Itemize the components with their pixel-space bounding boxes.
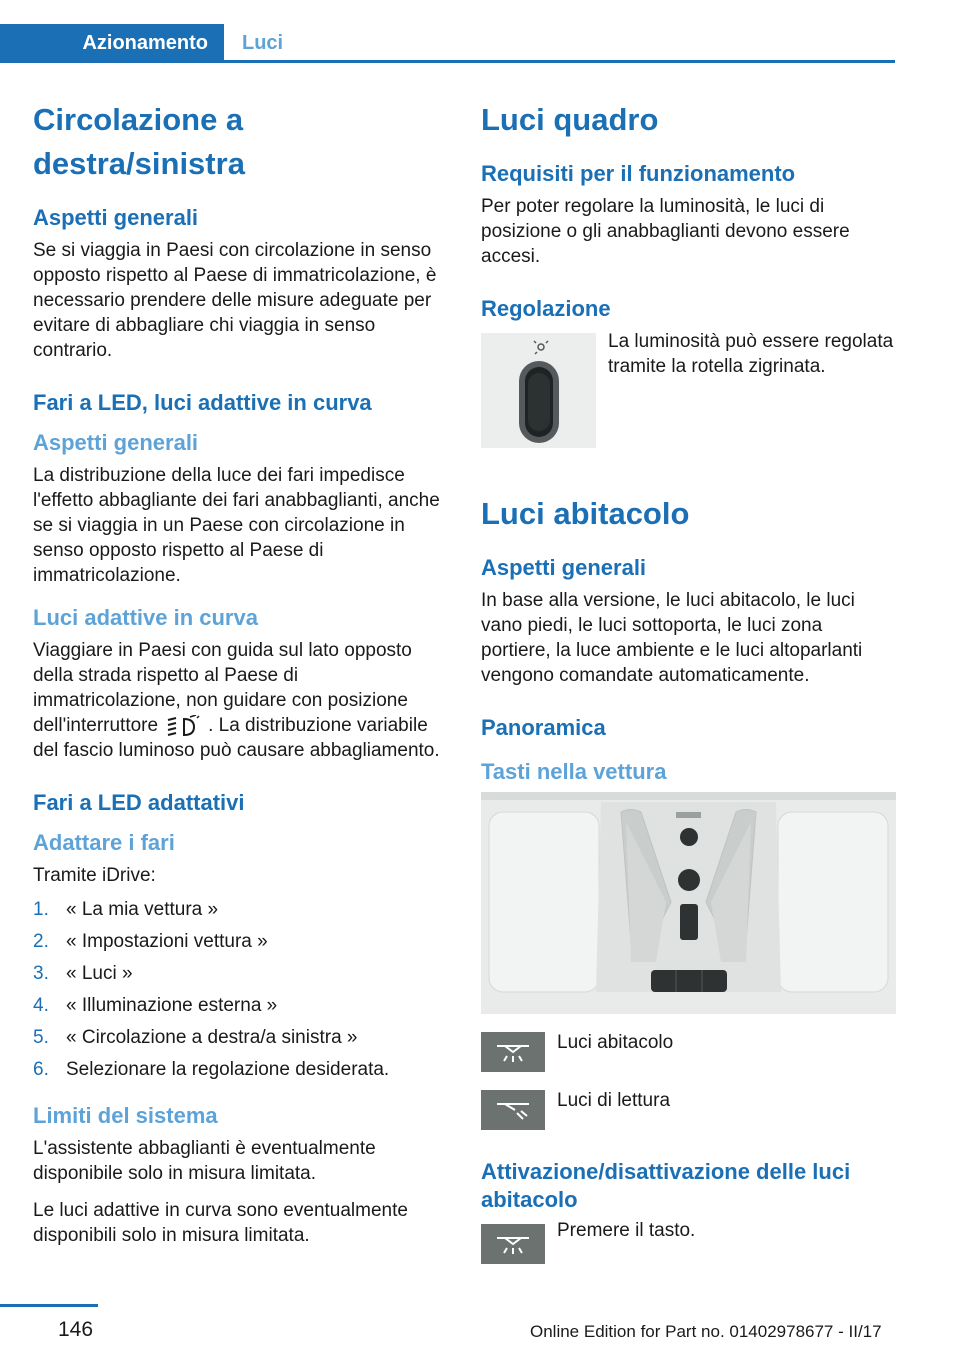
button-row-luci-abitacolo: [481, 1032, 896, 1072]
paragraph: La luminosità può essere regolata tramite la rotella zigrinata.: [608, 331, 894, 377]
thumbwheel-image: [481, 333, 596, 448]
roof-console-image: [481, 792, 896, 1014]
thumbwheel-icon: [481, 333, 596, 448]
headlight-switch-icon: [164, 715, 202, 737]
heading-aspetti-generali: Aspetti generali: [481, 555, 647, 580]
list-item: [33, 926, 448, 958]
page-number: 146: [58, 1318, 94, 1341]
heading-requisiti: Requisiti per il funzionamento: [481, 161, 796, 186]
step-number: 6.: [33, 1059, 49, 1080]
heading-panoramica: Panoramica: [481, 715, 606, 740]
step-text: « Impostazioni vettura »: [66, 931, 268, 952]
step-number: 1.: [33, 899, 49, 920]
list-item: [33, 990, 448, 1022]
list-item: [33, 1022, 448, 1054]
step-number: 2.: [33, 931, 49, 952]
paragraph-with-icon: [33, 638, 448, 763]
regolazione-row: [481, 333, 896, 448]
reading-light-button[interactable]: [481, 1090, 545, 1130]
section-title-luci-quadro: Luci quadro: [481, 102, 659, 137]
step-number: 5.: [33, 1027, 49, 1048]
list-item: [33, 958, 448, 990]
subheading-luci-adattive: Luci adattive in curva: [33, 605, 258, 630]
section-title-luci-abitacolo: Luci abitacolo: [481, 496, 690, 531]
subheading-tasti-vettura: Tasti nella vettura: [481, 759, 667, 784]
paragraph: In base alla versione, le luci abitacolo, le luci vano piedi, le luci sottoporta, le luci zona portiere, la luce ambiente e le luci altoparlanti vengono comandate automaticamente.: [481, 590, 863, 686]
header-divider: [0, 60, 895, 63]
tab-azionamento[interactable]: Azionamento: [0, 24, 224, 60]
paragraph: Premere il tasto.: [557, 1220, 696, 1241]
steps-list: [33, 894, 448, 1086]
paragraph-text: . La distribuzione variabile del fascio luminoso può causare abbagliamento.: [33, 715, 440, 761]
subheading-aspetti-generali: Aspetti generali: [33, 430, 199, 455]
step-text: « Illuminazione esterna »: [66, 995, 278, 1016]
paragraph: Se si viaggia in Paesi con circolazione in senso opposto rispetto al Paese di immatricolazione, è necessario prendere delle misure adeguate per evitare di abbagliare chi viaggia in senso contrario.: [33, 240, 437, 361]
header-tabs: [0, 24, 895, 62]
list-item: [33, 894, 448, 926]
paragraph: Le luci adattive in curva sono eventualmente disponibili solo in misura limitata.: [33, 1200, 408, 1246]
right-column: [481, 98, 896, 1276]
interior-light-button[interactable]: [481, 1224, 545, 1264]
heading-regolazione: Regolazione: [481, 296, 611, 321]
paragraph: Per poter regolare la luminosità, le luci di posizione o gli anabbaglianti devono essere accesi.: [481, 196, 850, 267]
paragraph: Tramite iDrive:: [33, 865, 156, 886]
step-text: « Circolazione a destra/a sinistra »: [66, 1027, 358, 1048]
paragraph: La distribuzione della luce dei fari impedisce l'effetto abbagliante dei fari anabbaglianti, anche se si viaggia in un Paese con circolazione in senso opposto rispetto al Paese di immatricolazione.: [33, 465, 440, 586]
section-title-circolazione: Circolazione a destra/sinistra: [33, 102, 245, 181]
heading-aspetti-generali: Aspetti generali: [33, 205, 199, 230]
left-column: [33, 98, 448, 1260]
edition-note: Online Edition for Part no. 01402978677 - II/17: [530, 1322, 882, 1341]
button-row-premere: [481, 1220, 896, 1264]
subheading-limiti-sistema: Limiti del sistema: [33, 1103, 218, 1128]
step-number: 4.: [33, 995, 49, 1016]
paragraph: L'assistente abbaglianti è eventualmente disponibile solo in misura limitata.: [33, 1138, 376, 1184]
button-row-luci-lettura: [481, 1090, 896, 1130]
heading-attivazione: Attivazione/disattivazione delle luci abitacolo: [481, 1159, 851, 1212]
interior-light-icon: [493, 1040, 533, 1064]
interior-light-icon: [493, 1232, 533, 1256]
step-text: Selezionare la regolazione desiderata.: [66, 1059, 390, 1080]
button-label: Luci di lettura: [557, 1090, 671, 1111]
tab-luci[interactable]: Luci: [242, 32, 284, 54]
subheading-adattare-fari: Adattare i fari: [33, 830, 175, 855]
step-text: « La mia vettura »: [66, 899, 219, 920]
step-number: 3.: [33, 963, 49, 984]
reading-light-icon: [493, 1098, 533, 1122]
heading-fari-led-adattativi: Fari a LED adattativi: [33, 790, 245, 815]
interior-light-button[interactable]: [481, 1032, 545, 1072]
list-item: [33, 1054, 448, 1086]
roof-console-illustration: [481, 792, 896, 1014]
button-label: Luci abitacolo: [557, 1032, 674, 1053]
step-text: « Luci »: [66, 963, 133, 984]
paragraph-text: Viaggiare in Paesi con guida sul lato opposto della strada rispetto al Paese di immatricolazione, non guidare con posizione dell'interruttore: [33, 640, 412, 736]
footer-divider: [0, 1304, 98, 1307]
heading-fari-led-curva: Fari a LED, luci adattive in curva: [33, 390, 372, 415]
